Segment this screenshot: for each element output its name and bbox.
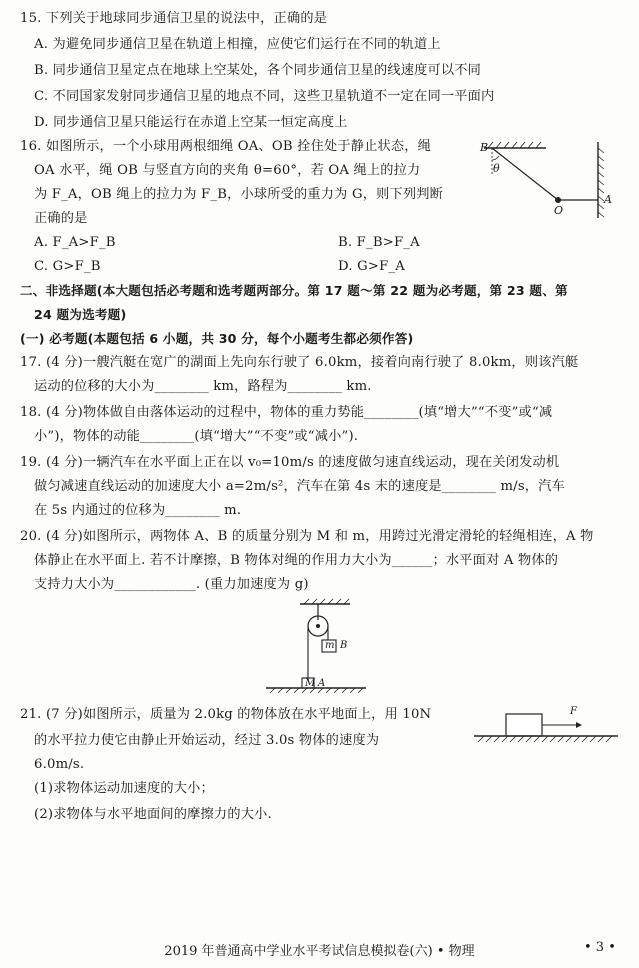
page-number: • 3 • [584,940,616,955]
q15-stem: 15. 下列关于地球同步通信卫星的说法中，正确的是 [20,11,328,26]
q21-line-2: 的水平拉力使它由静止开始运动，经过 3.0s 物体的速度为 [34,733,380,748]
q17-line-2: 运动的位移的大小为________ km，路程为________ km. [34,379,372,394]
section2-heading-1: 二、非选择题(本大题包括必考题和选考题两部分。第 17 题～第 22 题为必考题，第 23 题、第 [20,283,568,298]
q16-label-a: A [604,193,613,206]
section2-sub: (一) 必考题(本题包括 6 小题，共 30 分，每个小题考生都必须作答) [20,331,414,346]
footer-title: 2019 年普通高中学业水平考试信息模拟卷(六) • 物理 [164,944,475,959]
q20-label-a: A [318,678,326,689]
q17-line-1: 17. (4 分)一艘汽艇在宽广的湖面上先向东行驶了 6.0km，接着向南行驶了 8.0km，则该汽艇 [20,355,579,370]
q21-figure [472,706,622,746]
q16-option-c: C. G>F_B [34,259,101,274]
q16-figure [474,138,624,220]
q20-line-2: 体静止在水平面上. 若不计摩擦，B 物体对绳的作用力大小为______；水平面对 A 物体的 [34,553,559,568]
q16-line-4: 正确的是 [34,211,88,226]
q18-line-1: 18. (4 分)物体做自由落体运动的过程中，物体的重力势能________(填“增大”“不变”或“减 [20,405,553,420]
q21-line-4: (1)求物体运动加速度的大小； [34,781,214,796]
q20-line-3: 支持力大小为____________. (重力加速度为 g) [34,577,309,592]
q16-label-theta: θ [493,162,500,175]
q19-line-1: 19. (4 分)一辆汽车在水平面上正在以 v₀=10m/s 的速度做匀速直线运动，现在关闭发动机 [20,455,560,470]
q21-label-f: F [570,706,578,717]
q19-line-2: 做匀减速直线运动的加速度大小 a=2m/s²，汽车在第 4s 末的速度是________ m/s，汽车 [34,479,565,494]
section2-heading-2: 24 题为选考题) [34,307,127,322]
q16-option-b: B. F_B>F_A [338,235,420,250]
q16-line-2: OA 水平，绳 OB 与竖直方向的夹角 θ=60°，若 OA 绳上的拉力 [34,163,421,178]
q15-option-b: B. 同步通信卫星定点在地球上空某处，各个同步通信卫星的线速度可以不同 [34,63,482,78]
q16-line-3: 为 F_A，OB 绳上的拉力为 F_B，小球所受的重力为 G，则下列判断 [34,187,444,202]
q20-label-big-m: M [305,678,316,689]
q15-option-a: A. 为避免同步通信卫星在轨道上相撞，应使它们运行在不同的轨道上 [34,37,441,52]
q18-line-2: 小”)，物体的动能________(填“增大”“不变”或“减小”). [34,429,359,444]
q16-option-a: A. F_A>F_B [34,235,116,250]
q15-option-d: D. 同步通信卫星只能运行在赤道上空某一恒定高度上 [34,115,348,130]
q21-line-3: 6.0m/s. [34,757,85,772]
q20-label-m: m [325,640,335,651]
q16-line-1: 16. 如图所示，一个小球用两根细绳 OA、OB 拴住处于静止状态，绳 [20,139,432,154]
q16-label-o: O [554,204,564,217]
q21-line-5: (2)求物体与水平地面间的摩擦力的大小. [34,807,272,822]
q20-figure [262,596,372,696]
q15-option-c: C. 不同国家发射同步通信卫星的地点不同，这些卫星轨道不一定在同一平面内 [34,89,495,104]
q20-line-1: 20. (4 分)如图所示，两物体 A、B 的质量分别为 M 和 m，用跨过光滑定滑轮的轻绳相连，A 物 [20,529,594,544]
q21-line-1: 21. (7 分)如图所示，质量为 2.0kg 的物体放在水平地面上，用 10N [20,707,432,722]
q16-option-d: D. G>F_A [338,259,405,274]
q16-label-b: B [480,141,489,154]
q19-line-3: 在 5s 内通过的位移为________ m. [34,503,242,518]
q20-label-b: B [340,640,348,651]
